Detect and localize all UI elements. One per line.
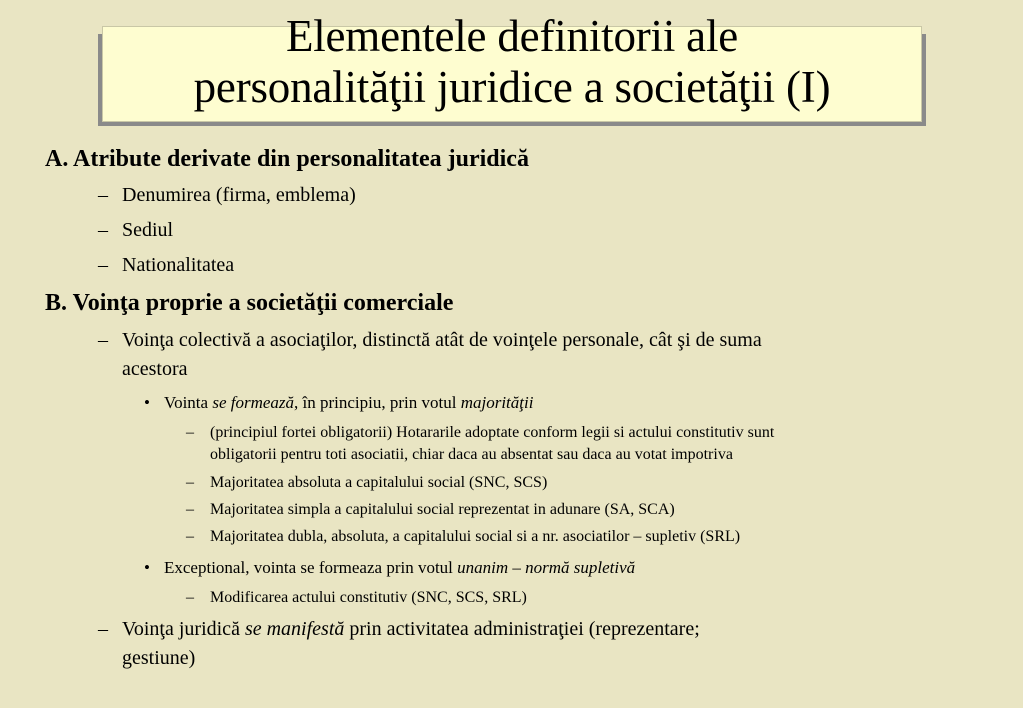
dash-marker: – [98, 219, 108, 241]
list-item-text: Nationalitatea [122, 254, 235, 276]
bullet-marker: • [144, 393, 150, 412]
dash-marker: – [186, 474, 194, 491]
dash-marker: – [186, 424, 194, 441]
dash-marker: – [186, 589, 194, 606]
list-item-text: Voinţa juridică se manifestă prin activitatea administraţiei (reprezentare; [122, 618, 700, 640]
dash-marker: – [98, 184, 108, 206]
section-a-heading: A. Atribute derivate din personalitatea juridică [45, 146, 529, 172]
dash-marker: – [186, 528, 194, 545]
title-box [102, 11, 922, 122]
sub-item-text: Modificarea actului constitutiv (SNC, SCS, SRL) [210, 589, 527, 606]
list-item-text: gestiune) [122, 647, 196, 669]
title-line-1: Elementele definitorii ale [285, 11, 739, 61]
sub-item-text: (principiul fortei obligatorii) Hotararile adoptate conform legii si actului constitutiv sunt [210, 424, 775, 441]
list-item-text: Sediul [122, 219, 174, 241]
dash-marker: – [98, 618, 108, 640]
bullet-marker: • [144, 558, 150, 577]
dash-marker: – [186, 501, 194, 518]
page-title [194, 11, 831, 113]
section-b-heading: B. Voinţa proprie a societăţii comerciale [45, 290, 454, 316]
dash-marker: – [98, 254, 108, 276]
sub-item-text: obligatorii pentru toti asociatii, chiar daca au absentat sau daca au votat impotriva [210, 446, 733, 463]
dash-marker: – [98, 329, 108, 351]
list-item-text: Denumirea (firma, emblema) [122, 184, 356, 206]
bullet-item-text: Exceptional, vointa se formeaza prin votul unanim – normă supletivă [164, 558, 636, 577]
sub-item-text: Majoritatea simpla a capitalului social reprezentat in adunare (SA, SCA) [210, 501, 675, 518]
title-line-2: personalităţii juridice a societăţii (I) [193, 62, 831, 112]
bullet-item-text: Vointa se formează, în principiu, prin votul majorităţii [164, 393, 534, 412]
list-item-text: acestora [122, 358, 188, 380]
sub-item-text: Majoritatea absoluta a capitalului social (SNC, SCS) [210, 474, 548, 491]
sub-item-text: Majoritatea dubla, absoluta, a capitalului social si a nr. asociatilor – supletiv (SRL) [210, 528, 741, 545]
list-item-text: Voinţa colectivă a asociaţilor, distinctă atât de voinţele personale, cât şi de suma [122, 329, 762, 351]
